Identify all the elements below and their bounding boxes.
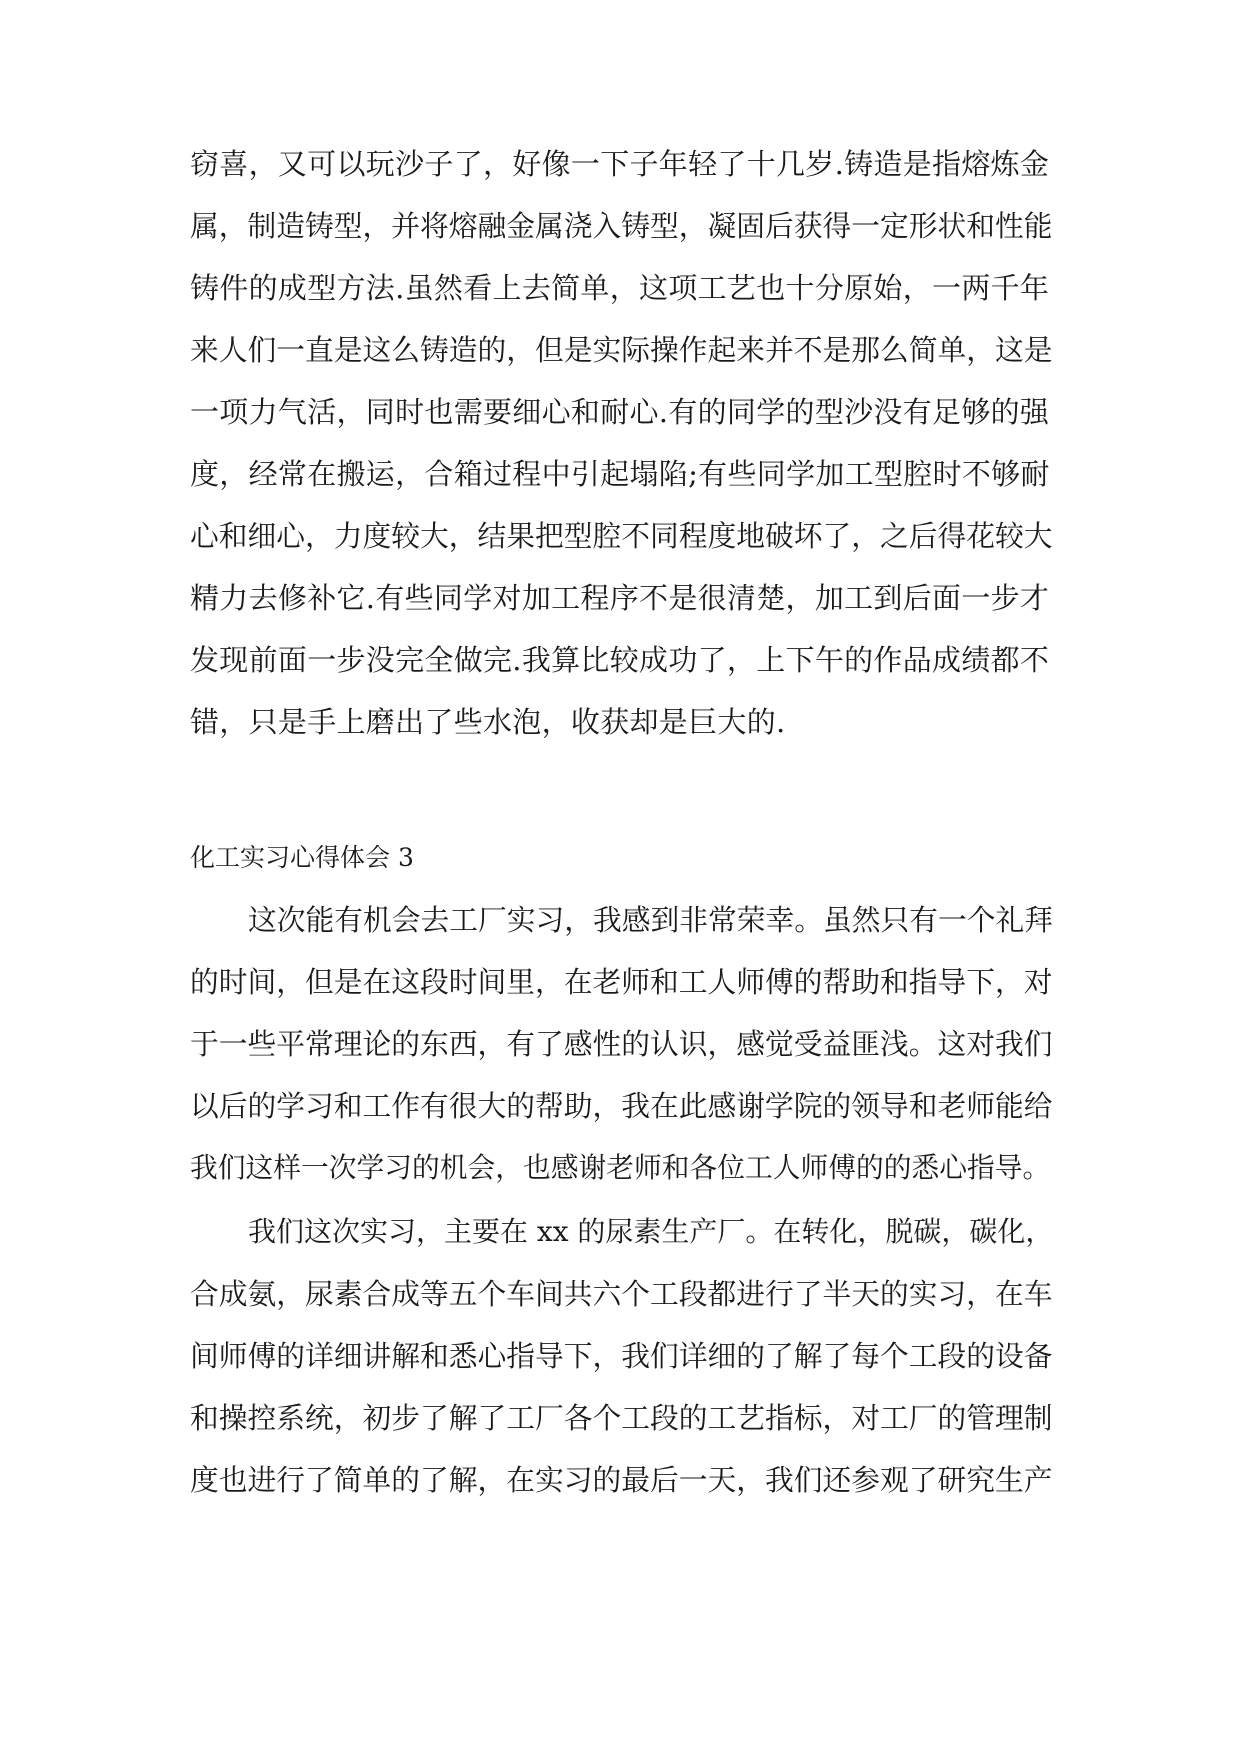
body-text-line: 错，只是手上磨出了些水泡，收获却是巨大的.: [190, 705, 786, 739]
body-text-line: 心和细心，力度较大，结果把型腔不同程度地破坏了，之后得花较大: [190, 519, 1053, 553]
body-text-line: 窃喜，又可以玩沙子了，好像一下子年轻了十几岁.铸造是指熔炼金: [190, 147, 1050, 181]
paragraph-line: 间师傅的详细讲解和悉心指导下，我们详细的了解了每个工段的设备: [190, 1339, 1053, 1373]
body-text-line: 一项力气活，同时也需要细心和耐心.有的同学的型沙没有足够的强: [190, 395, 1050, 429]
section-heading: 化工实习心得体会 3: [190, 843, 414, 872]
paragraph-line: 的时间，但是在这段时间里，在老师和工人师傅的帮助和指导下，对: [190, 965, 1053, 999]
body-text-line: 发现前面一步没完全做完.我算比较成功了，上下午的作品成绩都不: [190, 643, 1050, 677]
paragraph-line: 我们这次实习，主要在 xx 的尿素生产厂。在转化，脱碳，碳化，: [248, 1215, 1054, 1248]
body-text-line: 精力去修补它.有些同学对加工程序不是很清楚，加工到后面一步才: [190, 581, 1050, 615]
body-text-line: 度，经常在搬运，合箱过程中引起塌陷;有些同学加工型腔时不够耐: [190, 457, 1050, 491]
body-text-line: 属，制造铸型，并将熔融金属浇入铸型，凝固后获得一定形状和性能: [190, 209, 1053, 243]
paragraph-line: 我们这样一次学习的机会，也感谢老师和各位工人师傅的的悉心指导。: [190, 1151, 1051, 1184]
paragraph-line: 和操控系统，初步了解了工厂各个工段的工艺指标，对工厂的管理制: [190, 1401, 1053, 1435]
paragraph-line: 以后的学习和工作有很大的帮助，我在此感谢学院的领导和老师能给: [190, 1089, 1053, 1123]
body-text-line: 来人们一直是这么铸造的，但是实际操作起来并不是那么简单，这是: [190, 333, 1053, 367]
body-text-line: 铸件的成型方法.虽然看上去简单，这项工艺也十分原始，一两千年: [190, 271, 1050, 305]
paragraph-line: 合成氨，尿素合成等五个车间共六个工段都进行了半天的实习，在车: [190, 1277, 1053, 1311]
paragraph-line: 于一些平常理论的东西，有了感性的认识，感觉受益匪浅。这对我们: [190, 1027, 1053, 1061]
paragraph-line: 这次能有机会去工厂实习，我感到非常荣幸。虽然只有一个礼拜: [248, 903, 1053, 937]
paragraph-line: 度也进行了简单的了解，在实习的最后一天，我们还参观了研究生产: [190, 1463, 1053, 1497]
